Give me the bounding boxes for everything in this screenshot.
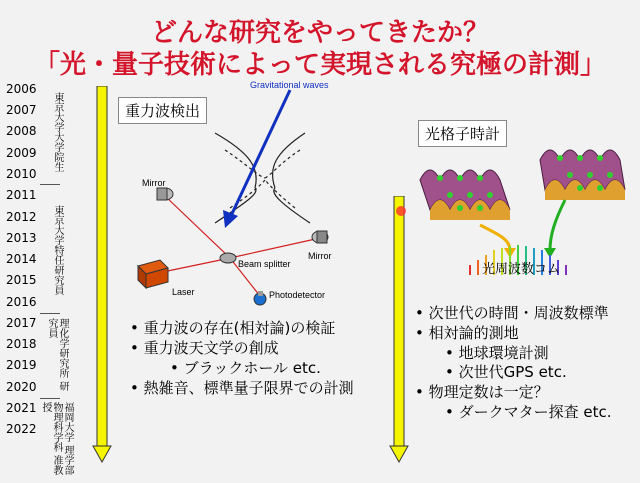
year-label: 2007 [6,103,37,117]
right-subbullet: • 次世代GPS etc. [445,363,567,381]
comb-label: 光周波数コム [482,261,561,276]
period-divider [40,398,60,399]
optical-lattice-clock-heading: 光格子時計 [418,120,507,147]
interferometer-diagram [130,78,390,313]
mirror-1-label: Mirror [142,178,166,188]
timeline-arrow-right [389,196,409,464]
period-label: 福岡大学 理学部物理科学科 准教授 [40,402,73,476]
beam-splitter-label: Beam splitter [238,259,291,269]
right-subbullet: • 地球環境計測 [445,344,549,362]
year-label: 2013 [6,231,37,245]
year-label: 2008 [6,124,37,138]
year-label: 2015 [6,273,37,287]
optical-lattice-diagram [410,140,630,290]
right-bullet: • 物理定数は一定？ [415,383,549,401]
year-label: 2016 [6,295,37,309]
year-label: 2019 [6,358,37,372]
period-label: 東京大学大学院生 [52,92,63,172]
year-label: 2018 [6,337,37,351]
period-label: 理化学研究所 研究員 [46,318,68,392]
lattice-left [420,170,510,220]
slide-title-line1: どんな研究をやってきたか？ [150,18,489,48]
left-bullet: • 重力波の存在(相対論)の検証 [130,319,336,337]
year-label: 2011 [6,188,37,202]
year-label: 2017 [6,316,37,330]
right-bullet: • 相対論的測地 [415,324,519,342]
left-bullet: • 熱雑音、標準量子限界での計測 [130,379,354,397]
period-label: 東京大学特任研究員 [52,205,63,295]
period-divider [40,313,60,314]
beam-splitter [220,253,236,263]
mirror-1 [157,188,173,200]
year-label: 2009 [6,146,37,160]
photodetector [254,291,266,305]
gw-detection-heading: 重力波検出 [118,97,207,124]
year-label: 2022 [6,422,37,436]
year-label: 2010 [6,167,37,181]
year-label: 2006 [6,82,37,96]
year-label: 2021 [6,401,37,415]
period-divider [40,184,60,185]
photodetector-label: Photodetector [269,290,326,300]
laser-label: Laser [172,287,195,297]
mirror-2 [312,231,328,243]
mirror-2-label: Mirror [308,251,332,261]
slide-title-line2: 「光・量子技術によって実現される究極の計測」 [33,50,606,80]
right-subbullet: • ダークマター探査 etc. [445,403,612,421]
left-bullet: • 重力波天文学の創成 [130,339,279,357]
right-bullet: • 次世代の時間・周波数標準 [415,304,609,322]
year-label: 2020 [6,380,37,394]
timeline-arrow-left [92,86,112,464]
laser-source [138,260,168,288]
year-label: 2014 [6,252,37,266]
lattice-right [540,150,625,200]
gw-label: Gravitational waves [250,80,329,90]
left-subbullet: • ブラックホール etc. [170,359,321,377]
year-label: 2012 [6,210,37,224]
